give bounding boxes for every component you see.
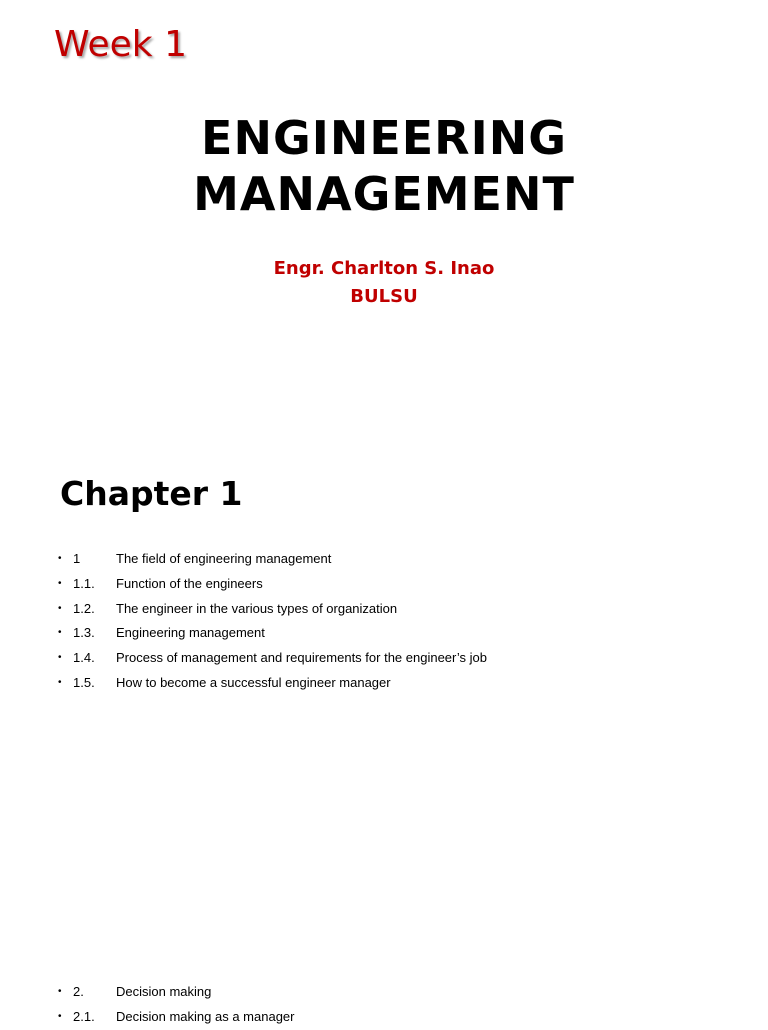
item-number: 1.1. — [73, 575, 95, 591]
author-institution: BULSU — [350, 286, 418, 307]
author-name: Engr. Charlton S. Inao — [273, 258, 495, 279]
item-text: Function of the engineers — [116, 575, 263, 591]
item-number: 1.2. — [73, 600, 95, 616]
item-number: 2. — [73, 984, 84, 999]
title-line-1: ENGINEERING — [201, 111, 567, 165]
bullet-icon: • — [58, 1010, 62, 1022]
bullet-icon: • — [58, 676, 62, 688]
item-number: 1.5. — [73, 674, 95, 690]
title-line-2: MANAGEMENT — [193, 167, 575, 221]
item-number: 1 — [73, 551, 81, 566]
item-text: Decision making — [116, 984, 212, 999]
bullet-icon: • — [58, 986, 62, 997]
bullet-icon: • — [58, 627, 62, 639]
week-heading: Week 1 — [54, 24, 187, 65]
document-title — [0, 110, 768, 222]
bullet-icon: • — [58, 652, 62, 664]
item-text: How to become a successful engineer manager — [116, 674, 391, 690]
bullet-icon: • — [58, 553, 62, 564]
bullet-icon: • — [58, 577, 62, 589]
item-text: The field of engineering management — [116, 551, 332, 566]
item-number: 1.4. — [73, 650, 95, 666]
item-text: The engineer in the various types of organization — [116, 600, 398, 616]
item-number: 1.3. — [73, 625, 95, 641]
item-text: Engineering management — [116, 625, 265, 641]
bullet-icon: • — [58, 602, 62, 614]
item-number: 2.1. — [73, 1008, 95, 1024]
item-text: Process of management and requirements for the engineer’s job — [116, 650, 487, 666]
chapter-heading: Chapter 1 — [60, 474, 243, 513]
item-text: Decision making as a manager — [116, 1008, 295, 1024]
author-block — [0, 255, 768, 311]
